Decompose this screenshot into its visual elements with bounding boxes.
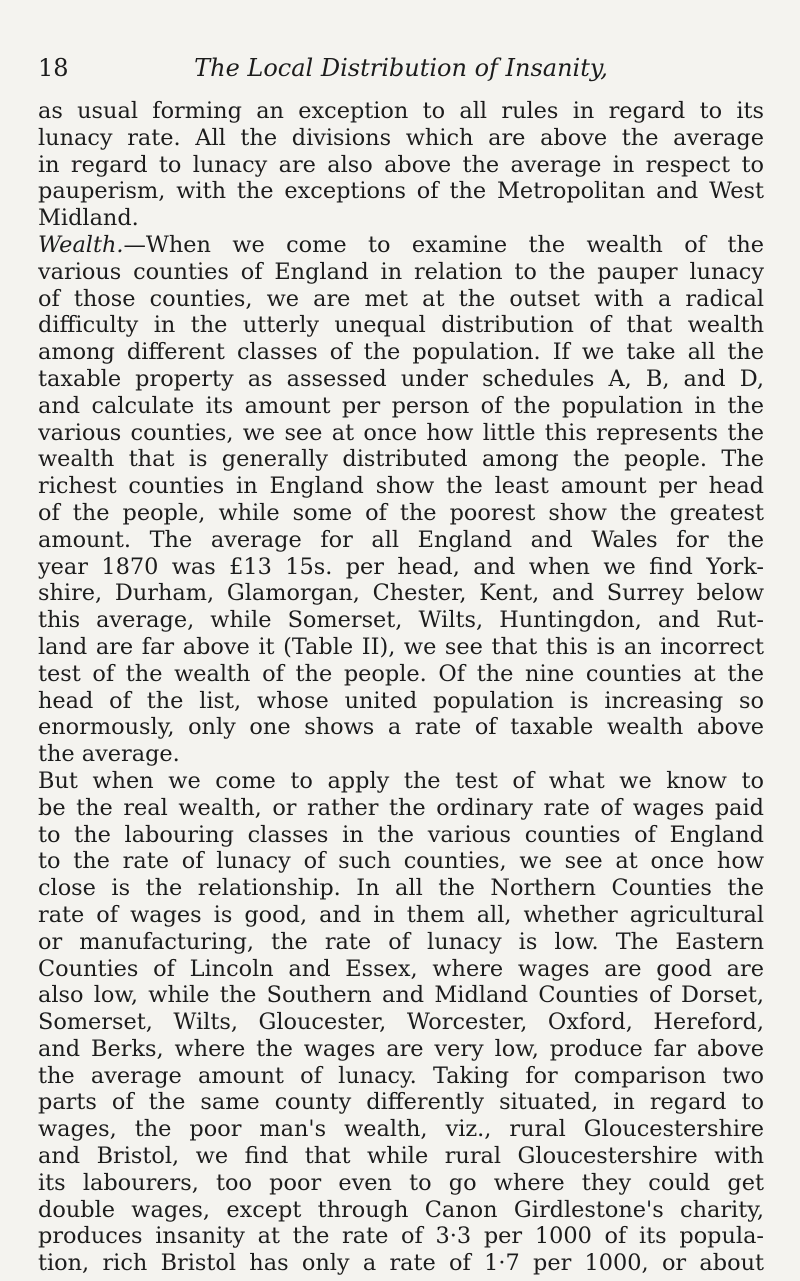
text-line: year 1870 was £13 15s. per head, and when we find York-: [38, 553, 764, 580]
text-line: be the real wealth, or rather the ordinary rate of wages paid: [38, 794, 764, 821]
paragraph-3: [38, 768, 764, 1277]
text-line: to the rate of lunacy of such counties, we see at once how: [38, 848, 764, 875]
text-line: enormously, only one shows a rate of taxable wealth above: [38, 714, 764, 741]
text-line: or manufacturing, the rate of lunacy is low. The Eastern: [38, 928, 764, 955]
text-line: head of the list, whose united population is increasing so: [38, 687, 764, 714]
text-line: of those counties, we are met at the outset with a radical: [38, 285, 764, 312]
running-title: The Local Distribution of Insanity,: [194, 54, 608, 82]
text-line: and Bristol, we find that while rural Gloucestershire with: [38, 1143, 764, 1170]
text-line: pauperism, with the exceptions of the Metropolitan and West: [38, 178, 764, 205]
text-line: Somerset, Wilts, Gloucester, Worcester, Oxford, Hereford,: [38, 1009, 764, 1036]
text-line: also low, while the Southern and Midland Counties of Dorset,: [38, 982, 764, 1009]
text-line: amount. The average for all England and Wales for the: [38, 526, 764, 553]
text-line: the average.: [38, 741, 180, 768]
text-line: test of the wealth of the people. Of the nine counties at the: [38, 660, 764, 687]
text-line: various counties, we see at once how little this represents the: [38, 419, 764, 446]
body-text: [38, 98, 764, 1277]
text-line: land are far above it (Table II), we see that this is an incorrect: [38, 633, 764, 660]
text-line: difficulty in the utterly unequal distribution of that wealth: [38, 312, 764, 339]
paragraph-1: [38, 98, 764, 232]
text-line: and calculate its amount per person of the population in the: [38, 392, 764, 419]
text-line: as usual forming an exception to all rules in regard to its: [38, 98, 764, 124]
text-line: of the people, while some of the poorest show the greatest: [38, 499, 764, 526]
text-line: produces insanity at the rate of 3·3 per 1000 of its popula-: [38, 1223, 764, 1250]
text-line: [38, 232, 764, 259]
text-line: taxable property as assessed under schedules A, B, and D,: [38, 365, 764, 392]
text-line: to the labouring classes in the various counties of England: [38, 821, 764, 848]
paragraph-wealth: [38, 232, 764, 768]
text-line: various counties of England in relation to the pauper lunacy: [38, 258, 764, 285]
text-line: rate of wages is good, and in them all, whether agricultural: [38, 901, 764, 928]
text-line: wealth that is generally distributed among the people. The: [38, 446, 764, 473]
text-line: But when we come to apply the test of what we know to: [38, 767, 764, 794]
text-line: this average, while Somerset, Wilts, Huntingdon, and Rut-: [38, 607, 764, 634]
text-line: Midland.: [38, 205, 139, 232]
text-line: shire, Durham, Glamorgan, Chester, Kent, and Surrey below: [38, 580, 764, 607]
text-line: parts of the same county differently situated, in regard to: [38, 1089, 764, 1116]
text-line-rest: —When we come to examine the wealth of the: [123, 231, 764, 258]
page-number: 18: [38, 54, 69, 82]
text-line: richest counties in England show the least amount per head: [38, 473, 764, 500]
text-line: double wages, except through Canon Girdlestone's charity,: [38, 1196, 764, 1223]
text-line: among different classes of the population. If we take all the: [38, 339, 764, 366]
text-line: lunacy rate. All the divisions which are above the average: [38, 124, 764, 151]
text-line: and Berks, where the wages are very low, produce far above: [38, 1035, 764, 1062]
running-head: [38, 52, 764, 92]
book-page: [38, 52, 764, 1277]
text-line: its labourers, too poor even to go where they could get: [38, 1169, 764, 1196]
section-lead-in: Wealth.: [38, 231, 124, 258]
text-line: tion, rich Bristol has only a rate of 1·7 per 1000, or about: [38, 1250, 764, 1277]
text-line: close is the relationship. In all the Northern Counties the: [38, 875, 764, 902]
text-line: the average amount of lunacy. Taking for comparison two: [38, 1062, 764, 1089]
text-line: Counties of Lincoln and Essex, where wages are good are: [38, 955, 764, 982]
text-line: in regard to lunacy are also above the average in respect to: [38, 151, 764, 178]
text-line: wages, the poor man's wealth, viz., rural Gloucestershire: [38, 1116, 764, 1143]
